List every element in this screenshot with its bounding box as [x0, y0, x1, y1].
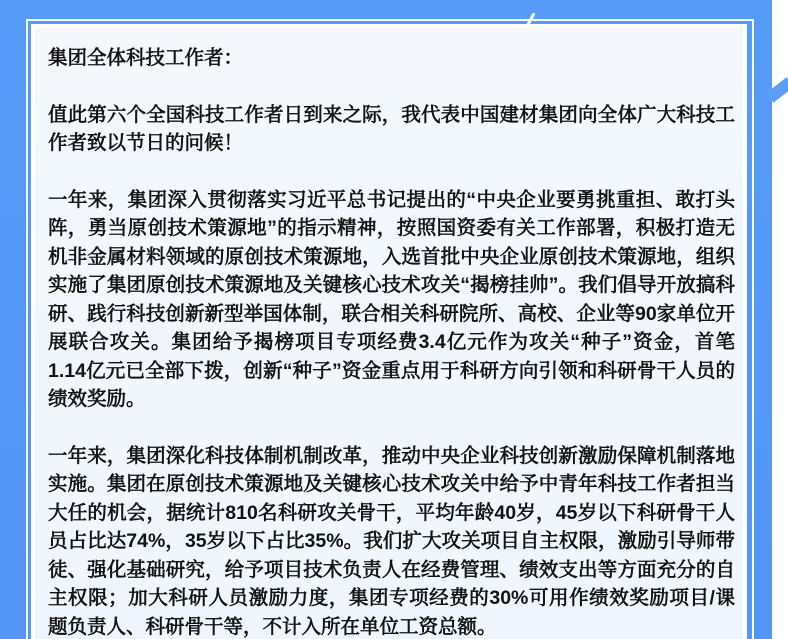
letter-salutation: 集团全体科技工作者： [48, 47, 244, 69]
letter-content [35, 28, 743, 639]
letter-paragraph: 一年来，集团深入贯彻落实习近平总书记提出的“中央企业要勇挑重担、敢打头阵，勇当原创技术策源地”的指示精神，按照国资委有关工作部署，积极打造无机非金属材料领域的原创技术策源地，入选首批中央企业原创技术策源地，组织实施了集团原创技术策源地及关键核心技术攻关“揭榜挂帅”。我们倡导开放搞科研、践行科技创新新型举国体制，联合相关科研院所、高校、企业等90家单位开展联合攻关。集团给予揭榜项目专项经费3.4亿元作为攻关“种子”资金，首笔1.14亿元已全部下拨，创新“种子”资金重点用于科研方向引领和科研骨干人员的绩效奖励。 [48, 188, 735, 410]
letter-panel [31, 24, 747, 639]
letter-paragraph: 一年来，集团深化科技体制机制改革，推动中央企业科技创新激励保障机制落地实施。集团在原创技术策源地及关键核心技术攻关中给予中青年科技工作者担当大任的机会，据统计810名科研攻关骨干，平均年龄40岁，45岁以下科研骨干人员占比达74%，35岁以下占比35%。我们扩大攻关项目自主权限，激励引导师带徒、强化基础研究，给予项目技术负责人在经费管理、绩效支出等方面充分的自主权限；加大科研人员激励力度，集团专项经费的30%可用作绩效奖励项目/课题负责人、科研骨干等，不计入所在单位工资总额。 [48, 444, 735, 638]
letter-paragraph: 值此第六个全国科技工作者日到来之际，我代表中国建材集团向全体广大科技工作者致以节日的问候！ [48, 103, 735, 154]
